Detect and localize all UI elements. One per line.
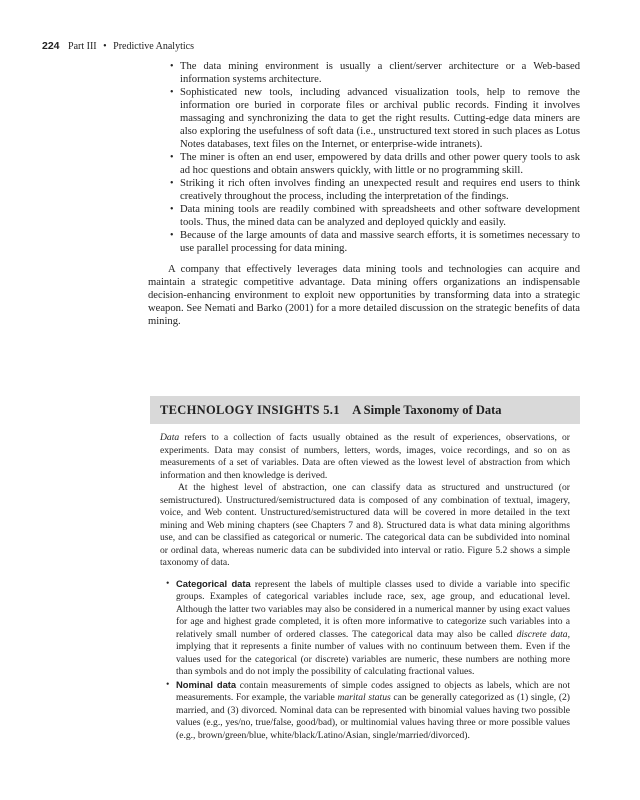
box-body [150,424,580,742]
section-label: Predictive Analytics [113,41,194,52]
part-label: Part III [68,41,97,52]
data-type-list [160,578,570,743]
box-title-bar [150,396,580,424]
list-item: • Striking it rich often involves finding an unexpected result and requires end users to think creatively throughout the process, including the interpretation of the findings. [170,178,580,202]
box-title: A Simple Taxonomy of Data [352,403,502,417]
main-content [150,60,580,328]
feature-bullet-list [150,60,580,255]
page-header [42,40,194,52]
list-item: • The data mining environment is usually a client/server architecture or a Web-based information systems architecture. [170,61,580,85]
box-paragraph-1: Data refers to a collection of facts usually obtained as the result of experiences, observations, or experiments. Data may consist of numbers, letters, words, images, voice recordings, and so on as measurements of a set of variables. Data are often viewed as the lowest level of abstraction from which information and then knowledge is derived. [160,432,570,481]
list-item: • The miner is often an end user, empowered by data drills and other power query tools to ask ad hoc questions and obtain answers quickly, with little or no programming skill. [170,152,580,176]
list-item: • Sophisticated new tools, including advanced visualization tools, help to remove the information ore buried in corporate files or archival public records. Finding it involves massaging and synchronizing the data to get the right results. Cutting-edge data miners are also exploring the usefulness of soft data (i.e., unstructured text stored in such places as Lotus Notes databases, text files on the Internet, or enterprise-wide intranets). [170,87,580,150]
page-number: 224 [42,40,60,52]
list-item: • Data mining tools are readily combined with spreadsheets and other software development tools. Thus, the mined data can be analyzed and deployed quickly and easily. [170,204,580,228]
body-paragraph: A company that effectively leverages data mining tools and technologies can acquire and maintain a strategic competitive advantage. Data mining offers organizations an indispensable decision-enhancing environment to exploit new opportunities by transforming data into a strategic weapon. See Nemati and Barko (2001) for a more detailed discussion on the strategic benefits of data mining. [148,264,580,327]
technology-insights-box [150,396,580,742]
header-separator: • [103,41,107,52]
box-label: TECHNOLOGY INSIGHTS 5.1 [160,403,340,417]
list-item: • Because of the large amounts of data and massive search efforts, it is sometimes necessary to use parallel processing for data mining. [170,230,580,254]
data-term: Data [160,432,180,443]
list-item: • Nominal data contain measurements of simple codes assigned to objects as labels, which are not measurements. For example, the variable marital status can be generally categorized as (1) single, (2) married, and (3) divorced. Nominal data can be represented with binomial values having two possible values (e.g., yes/no, true/false, good/bad), or multinomial values having three or more possible values (e.g., brown/green/blue, white/black/Latino/Asian, single/married/divorced). [166,678,570,741]
list-item: • Categorical data represent the labels of multiple classes used to divide a variable into specific groups. Examples of categorical variables include race, sex, age group, and educational level. Although the latter two variables may also be considered in a numerical manner by using exact values for age and highest grade completed, it is often more informative to categorize such variables into a relatively small number of ordered classes. The categorical data may also be called discrete data, implying that it represents a finite number of values with no continuum between them. Even if the values used for the categorical (or discrete) variables are numeric, these numbers are nothing more than symbols and do not imply the possibility of calculating fractional values. [166,577,570,677]
box-paragraph-2: At the highest level of abstraction, one can classify data as structured and unstructured (or semistructured). Unstructured/semistructured data is composed of any combination of textual, imagery, voice, and Web content. Unstructured/semistructured data will be covered in more detailed in the text mining and Web mining chapters (see Chapters 7 and 8). Structured data is what data mining algorithms use, and can be classified as categorical or numeric. The categorical data can be subdivided into nominal or ordinal data, whereas numeric data can be subdivided into interval or ratio. Figure 5.2 shows a simple taxonomy of data. [160,482,570,568]
